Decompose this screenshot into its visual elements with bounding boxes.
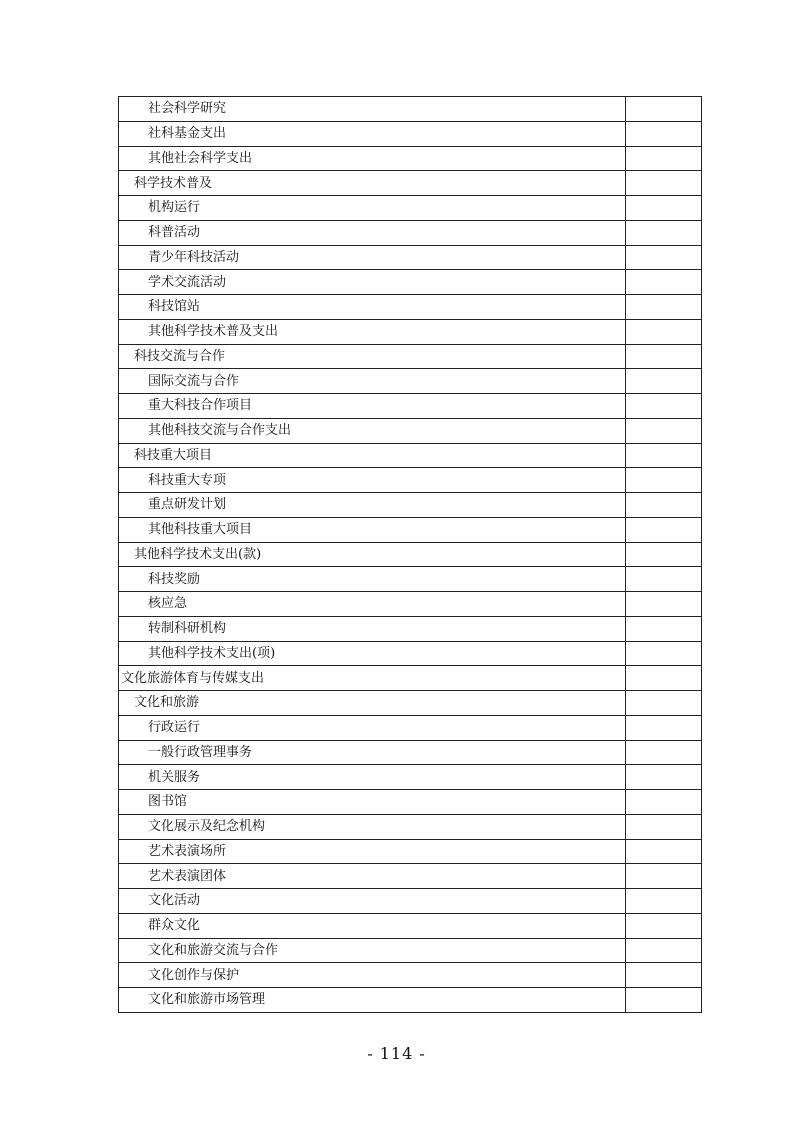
row-label: 重大科技合作项目 [119, 394, 626, 419]
table-row [119, 245, 702, 270]
page-number: - 114 - [367, 1044, 426, 1063]
table-row [119, 790, 702, 815]
row-value [626, 691, 702, 716]
table-row [119, 616, 702, 641]
table-row [119, 517, 702, 542]
row-label: 国际交流与合作 [119, 369, 626, 394]
row-value [626, 245, 702, 270]
table-row [119, 938, 702, 963]
row-value [626, 567, 702, 592]
table-row [119, 493, 702, 518]
row-value [626, 814, 702, 839]
row-label: 社科基金支出 [119, 121, 626, 146]
row-label: 科普活动 [119, 220, 626, 245]
row-label: 文化和旅游市场管理 [119, 988, 626, 1013]
row-label: 文化活动 [119, 889, 626, 914]
row-label: 文化和旅游 [119, 691, 626, 716]
table-row [119, 592, 702, 617]
row-value [626, 517, 702, 542]
row-value [626, 146, 702, 171]
table-row [119, 121, 702, 146]
row-value [626, 592, 702, 617]
table-row [119, 864, 702, 889]
row-value [626, 121, 702, 146]
row-label: 核应急 [119, 592, 626, 617]
table-row [119, 913, 702, 938]
row-value [626, 97, 702, 122]
table-row [119, 715, 702, 740]
row-label: 转制科研机构 [119, 616, 626, 641]
row-label: 机构运行 [119, 196, 626, 221]
row-value [626, 196, 702, 221]
table-row [119, 394, 702, 419]
row-label: 一般行政管理事务 [119, 740, 626, 765]
table-row [119, 220, 702, 245]
row-value [626, 963, 702, 988]
row-value [626, 542, 702, 567]
table-row [119, 369, 702, 394]
table-row [119, 146, 702, 171]
table-row [119, 641, 702, 666]
row-label: 学术交流活动 [119, 270, 626, 295]
row-value [626, 418, 702, 443]
table-row [119, 171, 702, 196]
row-value [626, 295, 702, 320]
row-value [626, 394, 702, 419]
row-value [626, 666, 702, 691]
table-row [119, 468, 702, 493]
table-row [119, 319, 702, 344]
row-label: 机关服务 [119, 765, 626, 790]
row-value [626, 790, 702, 815]
row-label: 艺术表演团体 [119, 864, 626, 889]
row-label: 重点研发计划 [119, 493, 626, 518]
row-label: 科技馆站 [119, 295, 626, 320]
row-label: 科技交流与合作 [119, 344, 626, 369]
row-label: 图书馆 [119, 790, 626, 815]
row-label: 社会科学研究 [119, 97, 626, 122]
table-row [119, 344, 702, 369]
row-label: 其他社会科学支出 [119, 146, 626, 171]
row-label: 科技重大项目 [119, 443, 626, 468]
row-label: 艺术表演场所 [119, 839, 626, 864]
table-row [119, 889, 702, 914]
table-row [119, 567, 702, 592]
table-body [119, 97, 702, 1013]
row-value [626, 616, 702, 641]
row-label: 文化展示及纪念机构 [119, 814, 626, 839]
row-label: 青少年科技活动 [119, 245, 626, 270]
row-label: 科技重大专项 [119, 468, 626, 493]
table-row [119, 765, 702, 790]
row-value [626, 641, 702, 666]
row-label: 科学技术普及 [119, 171, 626, 196]
row-label: 其他科学技术普及支出 [119, 319, 626, 344]
row-value [626, 369, 702, 394]
row-label: 文化创作与保护 [119, 963, 626, 988]
table-row [119, 691, 702, 716]
row-label: 群众文化 [119, 913, 626, 938]
row-label: 科技奖励 [119, 567, 626, 592]
table-row [119, 196, 702, 221]
row-value [626, 740, 702, 765]
row-value [626, 864, 702, 889]
row-label: 文化和旅游交流与合作 [119, 938, 626, 963]
row-value [626, 270, 702, 295]
table-row [119, 839, 702, 864]
table-row [119, 443, 702, 468]
table-row [119, 295, 702, 320]
row-label: 其他科技交流与合作支出 [119, 418, 626, 443]
row-value [626, 493, 702, 518]
row-value [626, 839, 702, 864]
table-row [119, 740, 702, 765]
budget-table [118, 96, 702, 1013]
row-value [626, 443, 702, 468]
table-row [119, 270, 702, 295]
row-value [626, 468, 702, 493]
row-label: 其他科学技术支出(项) [119, 641, 626, 666]
table-row [119, 963, 702, 988]
table-row [119, 542, 702, 567]
row-value [626, 171, 702, 196]
row-value [626, 765, 702, 790]
row-label: 文化旅游体育与传媒支出 [119, 666, 626, 691]
row-value [626, 889, 702, 914]
table-row [119, 97, 702, 122]
row-value [626, 913, 702, 938]
table-row [119, 814, 702, 839]
table-row [119, 988, 702, 1013]
row-value [626, 220, 702, 245]
row-value [626, 938, 702, 963]
row-value [626, 344, 702, 369]
row-label: 行政运行 [119, 715, 626, 740]
table-row [119, 666, 702, 691]
row-label: 其他科技重大项目 [119, 517, 626, 542]
table-row [119, 418, 702, 443]
row-label: 其他科学技术支出(款) [119, 542, 626, 567]
row-value [626, 319, 702, 344]
row-value [626, 988, 702, 1013]
row-value [626, 715, 702, 740]
